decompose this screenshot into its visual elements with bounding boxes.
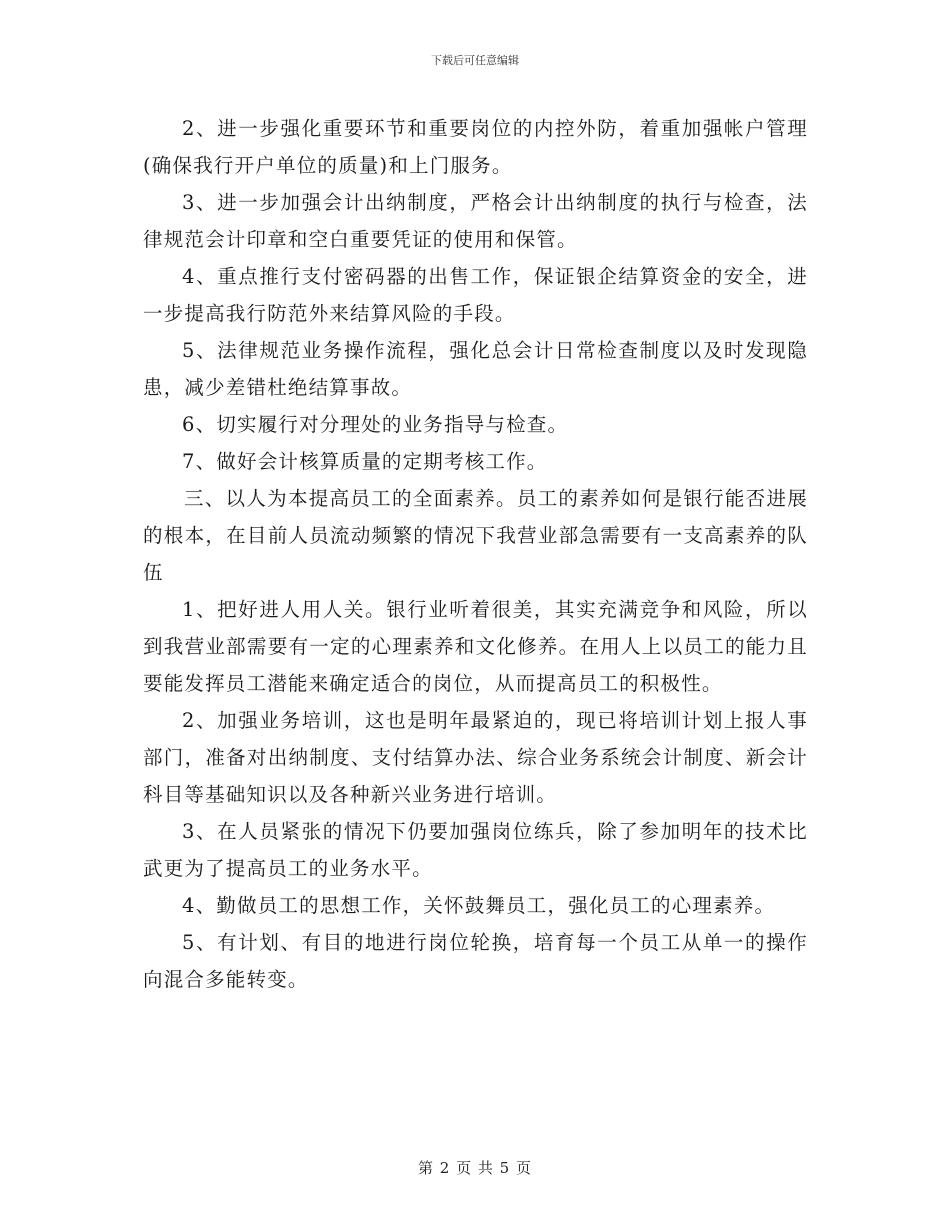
paragraph-item-3: 3、进一步加强会计出纳制度，严格会计出纳制度的执行与检查，法律规范会计印章和空白重要凭证的使用和保管。 (143, 191, 808, 251)
paragraph-item-7: 7、做好会计核算质量的定期考核工作。 (182, 450, 548, 473)
paragraph-item-6: 6、切实履行对分理处的业务指导与检查。 (182, 413, 569, 436)
page-number: 第 2 页 共 5 页 (418, 1159, 532, 1177)
document-body (143, 110, 808, 998)
paragraph-item-2: 2、进一步强化重要环节和重要岗位的内控外防，着重加强帐户管理(确保我行开户单位的质量)和上门服务。 (143, 117, 808, 177)
staff-item-4: 4、勤做员工的思想工作，关怀鼓舞员工，强化员工的心理素养。 (182, 894, 776, 917)
header-note: 下载后可任意编辑 (431, 54, 519, 67)
staff-item-2: 2、加强业务培训，这也是明年最紧迫的，现已将培训计划上报人事部门，准备对出纳制度、支付结算办法、综合业务系统会计制度、新会计科目等基础知识以及各种新兴业务进行培训。 (143, 709, 808, 806)
section-heading-3: 三、以人为本提高员工的全面素养。员工的素养如何是银行能否进展的根本，在目前人员流动频繁的情况下我营业部急需要有一支高素养的队伍 (143, 487, 808, 584)
staff-item-5: 5、有计划、有目的地进行岗位轮换，培育每一个员工从单一的操作向混合多能转变。 (143, 931, 808, 991)
staff-item-1: 1、把好进人用人关。银行业听着很美，其实充满竞争和风险，所以到我营业部需要有一定的心理素养和文化修养。在用人上以员工的能力且要能发挥员工潜能来确定适合的岗位，从而提高员工的积极性。 (143, 598, 808, 695)
paragraph-item-5: 5、法律规范业务操作流程，强化总会计日常检查制度以及时发现隐患，减少差错杜绝结算事故。 (143, 339, 808, 399)
paragraph-item-4: 4、重点推行支付密码器的出售工作，保证银企结算资金的安全，进一步提高我行防范外来结算风险的手段。 (143, 265, 808, 325)
staff-item-3: 3、在人员紧张的情况下仍要加强岗位练兵，除了参加明年的技术比武更为了提高员工的业务水平。 (143, 820, 808, 880)
